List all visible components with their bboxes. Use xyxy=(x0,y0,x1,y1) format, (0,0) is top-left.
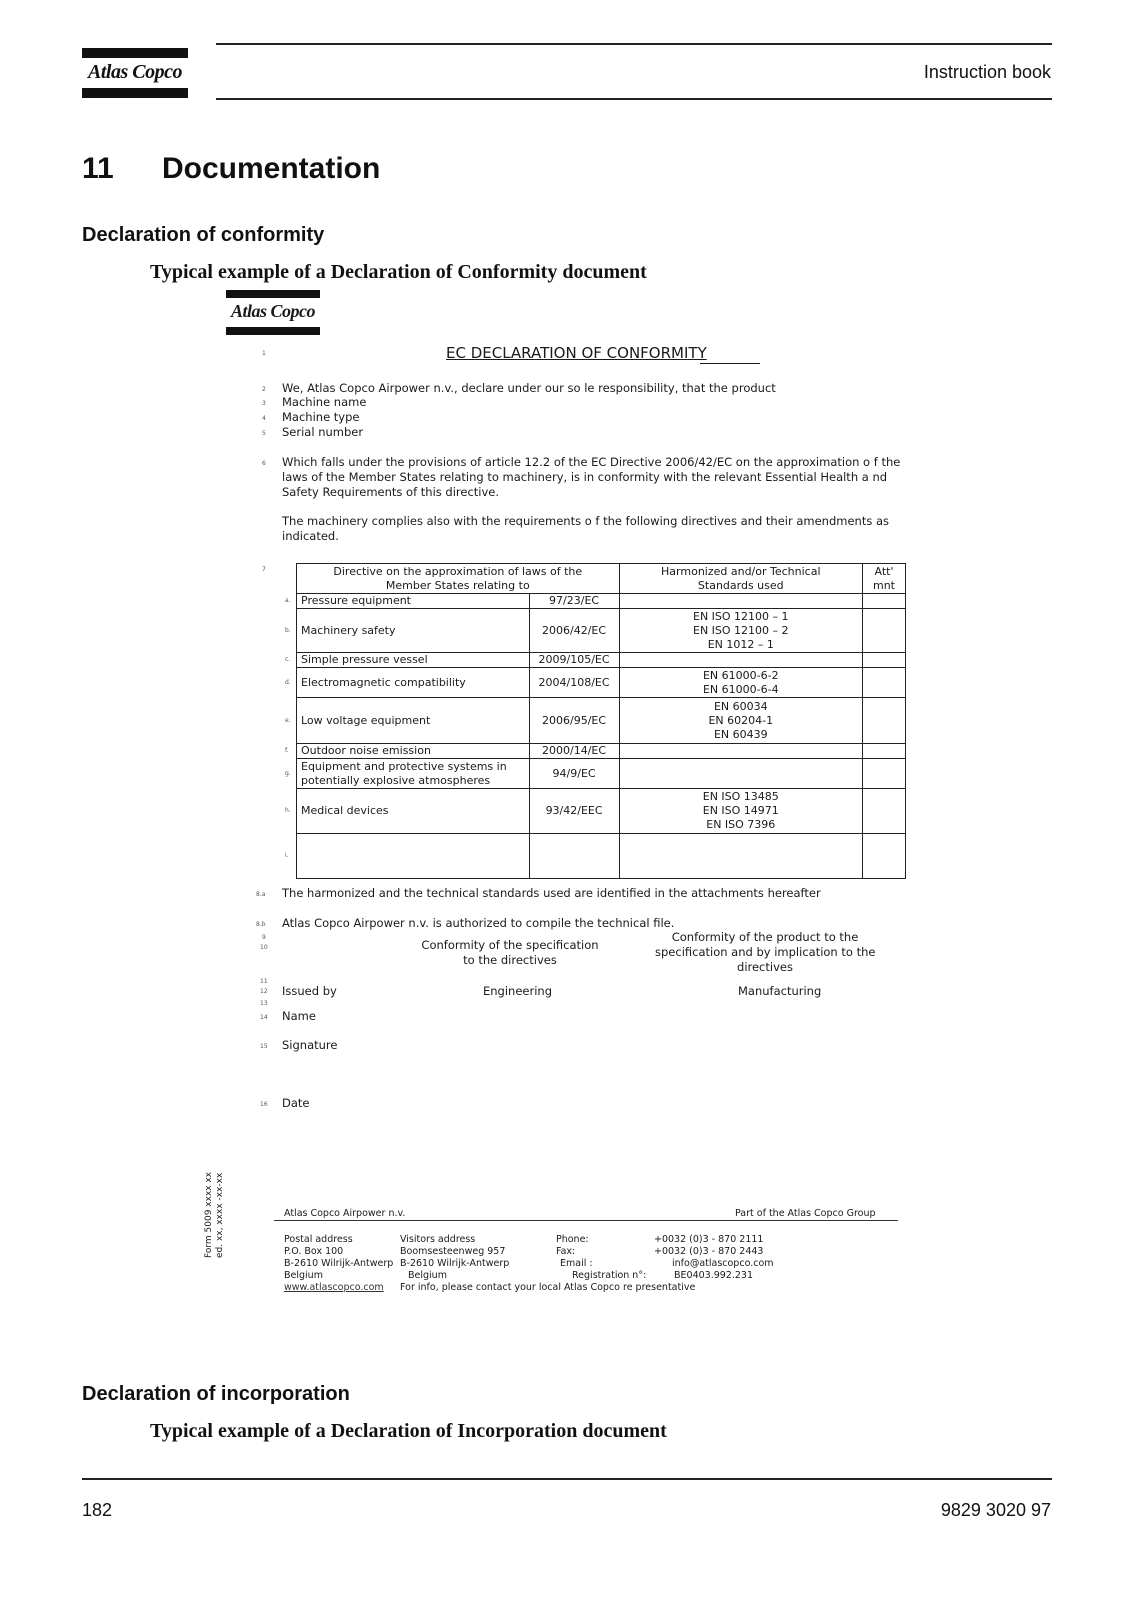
directive-code: 93/42/EEC xyxy=(529,789,619,834)
atlas-copco-logo xyxy=(82,48,188,98)
fax-value: +0032 (0)3 - 870 2443 xyxy=(654,1246,764,1257)
compliance-text-line2: indicated. xyxy=(282,529,339,543)
standard: EN 1012 – 1 xyxy=(707,637,774,651)
directive-name-cell xyxy=(285,653,530,668)
phone-value: +0032 (0)3 - 870 2111 xyxy=(654,1234,764,1245)
row-letter: i. xyxy=(285,852,289,859)
line-number: 2 xyxy=(262,386,266,393)
document-logo-bar-bottom xyxy=(226,327,320,335)
conformity-spec-line: to the directives xyxy=(463,953,557,967)
directive-name-cell xyxy=(285,668,530,698)
directive-name-cell xyxy=(285,744,530,759)
directive-name: Machinery safety xyxy=(301,623,396,637)
document-logo-text: Atlas Copco xyxy=(230,301,315,321)
registration-value: BE0403.992.231 xyxy=(674,1270,754,1281)
document-title: EC DECLARATION OF CONFORMITY xyxy=(446,344,707,362)
conformity-product-line: directives xyxy=(737,960,793,974)
provision-text-line2: laws of the Member States relating to machinery, is in conformity with the relevant Essential Health a nd xyxy=(282,470,888,484)
standard: EN 60439 xyxy=(713,727,768,741)
chapter-heading xyxy=(82,152,380,186)
conformity-spec-line: Conformity of the specification xyxy=(421,938,599,952)
table-header-row xyxy=(297,564,906,594)
title-underline xyxy=(700,363,760,364)
directive-code: 94/9/EC xyxy=(529,759,619,789)
header-directive xyxy=(297,564,620,594)
line-number: 15 xyxy=(260,1043,268,1050)
authorized-note: Atlas Copco Airpower n.v. is authorized to compile the technical file. xyxy=(282,916,675,930)
table-row xyxy=(297,668,906,698)
directive-name: Medical devices xyxy=(301,804,389,817)
table-row xyxy=(297,759,906,789)
standards-cell xyxy=(619,698,862,744)
chapter-title: Documentation xyxy=(162,152,381,185)
compliance-text-line1: The machinery complies also with the requirements o f the following directives and their amendments as xyxy=(282,514,890,528)
line-number: 7 xyxy=(262,566,266,573)
directive-code: 2004/108/EC xyxy=(529,668,619,698)
line-number: 4 xyxy=(262,415,266,422)
document-footer-rule xyxy=(274,1220,898,1221)
standards-cell xyxy=(619,744,862,759)
section-title-incorporation: Declaration of incorporation xyxy=(82,1383,350,1405)
standard: EN 60204-1 xyxy=(708,713,774,727)
directive-name: Electromagnetic compatibility xyxy=(301,675,466,689)
header-attachment xyxy=(863,564,906,594)
standard: EN ISO 12100 – 2 xyxy=(693,623,789,637)
table-row xyxy=(297,834,906,879)
logo-bar-bottom xyxy=(82,88,188,98)
manufacturing-label: Manufacturing xyxy=(738,984,822,998)
company-name: Atlas Copco Airpower n.v. xyxy=(284,1208,406,1219)
line-number: 8.a xyxy=(256,891,266,898)
group-note: Part of the Atlas Copco Group xyxy=(735,1208,876,1219)
provision-text-line1: Which falls under the provisions of article 12.2 of the EC Directive 2006/42/EC on the approximation o f the xyxy=(282,455,901,469)
header-standards-line: Standards used xyxy=(697,578,784,592)
line-number: 5 xyxy=(262,430,266,437)
line-number: 11 xyxy=(260,978,268,985)
header-attachment-line: mnt xyxy=(873,578,895,592)
form-number-line: ed. xx, xxxx -xx-xx xyxy=(215,1172,225,1258)
standards-cell xyxy=(619,759,862,789)
footer-rule xyxy=(82,1478,1052,1480)
standard: EN 61000-6-4 xyxy=(702,682,779,696)
standard: EN ISO 13485 xyxy=(702,790,779,803)
standards-cell xyxy=(619,594,862,609)
line-number: 6 xyxy=(262,460,266,467)
intro-text: We, Atlas Copco Airpower n.v., declare under our so le responsibility, that the product xyxy=(282,381,776,395)
section-title-conformity: Declaration of conformity xyxy=(82,224,325,246)
visitors-line: Belgium xyxy=(408,1270,447,1281)
line-number: 16 xyxy=(260,1101,268,1108)
form-number-line: Form 5009 xxxx xx xyxy=(204,1171,214,1258)
postal-line: B-2610 Wilrijk-Antwerp xyxy=(284,1258,394,1269)
header-standards-line: Harmonized and/or Technical xyxy=(661,564,821,578)
engineering-label: Engineering xyxy=(483,984,552,998)
line-number: 9 xyxy=(262,934,266,941)
header-rule-bottom xyxy=(216,98,1052,100)
directive-code xyxy=(529,834,619,879)
header-standards xyxy=(619,564,862,594)
postal-line: P.O. Box 100 xyxy=(284,1246,344,1257)
directive-name-cell xyxy=(285,698,530,744)
line-number: 13 xyxy=(260,1000,268,1007)
conformity-product xyxy=(655,930,875,975)
standard: EN ISO 7396 xyxy=(706,818,776,831)
table-row xyxy=(297,789,906,834)
registration-label: Registration n°: xyxy=(572,1270,647,1281)
issued-by-label: Issued by xyxy=(282,984,337,998)
date-label: Date xyxy=(282,1096,310,1110)
table-row xyxy=(297,653,906,668)
fax-label: Fax: xyxy=(556,1246,576,1257)
visitors-address xyxy=(400,1234,695,1294)
conformity-product-line: Conformity of the product to the xyxy=(671,930,859,944)
conformity-spec xyxy=(420,938,600,968)
row-letter: c. xyxy=(285,656,291,663)
email-label: Email : xyxy=(560,1258,593,1269)
section-subtitle-conformity: Typical example of a Declaration of Conformity document xyxy=(150,261,647,283)
directive-code: 2000/14/EC xyxy=(529,744,619,759)
postal-line: Postal address xyxy=(284,1234,353,1245)
standards-cell xyxy=(619,789,862,834)
visitors-line: Visitors address xyxy=(400,1234,476,1245)
attachment-cell xyxy=(863,789,906,834)
attachment-cell xyxy=(863,834,906,879)
document-logo xyxy=(226,290,320,336)
row-letter: d. xyxy=(285,678,291,686)
standards-cell xyxy=(619,668,862,698)
line-number: 14 xyxy=(260,1014,268,1021)
conformity-product-line: specification and by implication to the xyxy=(655,945,876,959)
header-rule-top xyxy=(216,43,1052,45)
contact-labels xyxy=(556,1234,646,1282)
header-directive-line: Member States relating to xyxy=(385,578,530,592)
row-letter: a. xyxy=(285,597,291,604)
declaration-document xyxy=(200,290,920,1330)
logo-text: Atlas Copco xyxy=(88,61,182,83)
document-logo-bar-top xyxy=(226,290,320,298)
row-letter: b. xyxy=(285,626,291,634)
row-letter: h. xyxy=(285,807,291,814)
visitors-line: B-2610 Wilrijk-Antwerp xyxy=(400,1258,510,1269)
line-number: 12 xyxy=(260,988,268,995)
name-label: Name xyxy=(282,1009,316,1023)
row-letter: e. xyxy=(285,716,291,724)
directive-name: Outdoor noise emission xyxy=(301,744,431,757)
directives-table xyxy=(285,563,906,879)
standards-cell xyxy=(619,609,862,653)
line-number: 1 xyxy=(262,350,266,357)
row-letter: f. xyxy=(285,747,289,754)
harmonized-note: The harmonized and the technical standards used are identified in the attachments hereafter xyxy=(282,886,821,900)
info-note: For info, please contact your local Atlas Copco re presentative xyxy=(400,1282,696,1293)
serial-number-label: Serial number xyxy=(282,425,364,439)
attachment-cell xyxy=(863,698,906,744)
page-number: 182 xyxy=(82,1500,113,1520)
attachment-cell xyxy=(863,668,906,698)
directive-code: 2006/95/EC xyxy=(529,698,619,744)
table-row xyxy=(297,744,906,759)
attachment-cell xyxy=(863,653,906,668)
directive-name: Pressure equipment xyxy=(301,594,411,607)
standard: EN ISO 12100 – 1 xyxy=(693,609,789,623)
table-row xyxy=(297,594,906,609)
directive-name: Low voltage equipment xyxy=(301,713,431,727)
section-subtitle-incorporation: Typical example of a Declaration of Incorporation document xyxy=(150,1420,667,1442)
signature-label: Signature xyxy=(282,1038,338,1052)
standard: EN 60034 xyxy=(713,699,768,713)
attachment-cell xyxy=(863,759,906,789)
postal-line: Belgium xyxy=(284,1270,323,1281)
machine-type-label: Machine type xyxy=(282,410,360,424)
visitors-line: Boomsesteenweg 957 xyxy=(400,1246,506,1257)
document-type: Instruction book xyxy=(923,62,1051,82)
directive-name: Simple pressure vessel xyxy=(301,653,428,666)
directive-name-cell xyxy=(285,594,530,609)
line-number: 8.b xyxy=(256,921,266,928)
attachment-cell xyxy=(863,594,906,609)
standard: EN 61000-6-2 xyxy=(702,668,779,682)
document-number: 9829 3020 97 xyxy=(940,1500,1051,1520)
directive-name-cell xyxy=(285,759,530,789)
directive-name: Equipment and protective systems in potentially explosive atmospheres xyxy=(301,759,507,787)
directive-name-cell xyxy=(285,834,530,879)
phone-label: Phone: xyxy=(556,1234,589,1245)
website-link[interactable]: www.atlascopco.com xyxy=(284,1282,384,1293)
standard: EN ISO 14971 xyxy=(702,804,779,817)
contact-values xyxy=(654,1234,774,1282)
logo-bar-top xyxy=(82,48,188,58)
row-letter: g. xyxy=(285,769,291,777)
provision-text-line3: Safety Requirements of this directive. xyxy=(282,485,500,499)
email-value: info@atlascopco.com xyxy=(672,1258,774,1269)
header-attachment-line: Att' xyxy=(874,564,894,578)
directive-code: 2006/42/EC xyxy=(529,609,619,653)
directive-name-cell xyxy=(285,609,530,653)
table-row xyxy=(297,698,906,744)
attachment-cell xyxy=(863,744,906,759)
line-number: 3 xyxy=(262,400,266,407)
line-number: 10 xyxy=(260,944,268,951)
postal-address xyxy=(284,1234,393,1294)
standards-cell xyxy=(619,834,862,879)
directive-code: 2009/105/EC xyxy=(529,653,619,668)
table-row xyxy=(297,609,906,653)
header-directive-line: Directive on the approximation of laws of the xyxy=(333,564,583,578)
machine-name-label: Machine name xyxy=(282,395,367,409)
attachment-cell xyxy=(863,609,906,653)
directive-name-cell xyxy=(285,789,530,834)
chapter-number: 11 xyxy=(82,152,114,185)
form-number xyxy=(204,1172,226,1258)
standards-cell xyxy=(619,653,862,668)
directive-code: 97/23/EC xyxy=(529,594,619,609)
